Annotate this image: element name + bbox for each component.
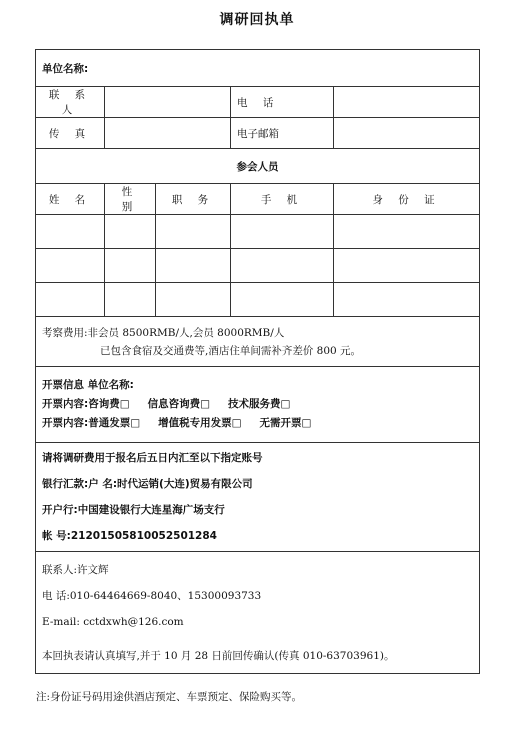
contact-person: 联系人:许文辉 xyxy=(42,563,109,576)
cell-mobile[interactable] xyxy=(231,283,334,317)
cell-gender[interactable] xyxy=(105,283,156,317)
fee-line-2: 已包含食宿及交通费等,酒店住单间需补齐差价 800 元。 xyxy=(100,344,362,357)
cell-id[interactable] xyxy=(334,249,480,283)
bank-remit: 银行汇款:户 名:时代运销(大连)贸易有限公司 xyxy=(42,478,253,490)
table-row xyxy=(36,249,480,283)
invoice-option[interactable]: 技术服务费□ xyxy=(228,398,291,410)
contact-email: E-mail: cctdxwh@126.com xyxy=(42,615,184,628)
cell-id[interactable] xyxy=(334,215,480,249)
col-name: 姓 名 xyxy=(36,184,105,215)
fax-input[interactable] xyxy=(105,118,231,149)
col-position: 职 务 xyxy=(156,184,231,215)
cell-mobile[interactable] xyxy=(231,215,334,249)
footnote: 注:身份证号码用途供酒店预定、车票预定、保险购买等。 xyxy=(36,691,303,703)
fee-line-1: 考察费用:非会员 8500RMB/人,会员 8000RMB/人 xyxy=(42,326,285,339)
invoice-option[interactable]: 无需开票□ xyxy=(259,417,312,429)
bank-info xyxy=(36,443,480,552)
unit-name-label: 单位名称: xyxy=(42,62,89,75)
bank-branch: 开户行:中国建设银行大连星海广场支行 xyxy=(42,504,225,516)
cell-name[interactable] xyxy=(36,215,105,249)
confirm-note: 本回执表请认真填写,并于 10 月 28 日前回传确认(传真 010-63703961)。 xyxy=(42,649,395,662)
fee-info xyxy=(36,317,480,367)
cell-name[interactable] xyxy=(36,283,105,317)
invoice-content-1: 开票内容:咨询费□ 信息咨询费□ 技术服务费□ xyxy=(42,398,291,410)
bank-account: 帐 号:21201505810052501284 xyxy=(42,530,217,542)
receipt-form xyxy=(35,49,480,674)
cell-mobile[interactable] xyxy=(231,249,334,283)
attendees-header: 参会人员 xyxy=(36,149,480,184)
col-id: 身 份 证 xyxy=(334,184,480,215)
cell-position[interactable] xyxy=(156,283,231,317)
contact-label: 联 系 人 xyxy=(36,87,105,118)
invoice-info xyxy=(36,367,480,443)
invoice-option[interactable]: 咨询费□ xyxy=(88,398,130,410)
unit-name-cell[interactable] xyxy=(36,50,480,87)
invoice-content-2: 开票内容:普通发票□ 增值税专用发票□ 无需开票□ xyxy=(42,417,312,429)
table-row xyxy=(36,215,480,249)
cell-id[interactable] xyxy=(334,283,480,317)
table-row xyxy=(36,283,480,317)
fax-label: 传 真 xyxy=(36,118,105,149)
invoice-option[interactable]: 增值税专用发票□ xyxy=(158,417,242,429)
contact-info xyxy=(36,552,480,674)
bank-notice: 请将调研费用于报名后五日内汇至以下指定账号 xyxy=(42,452,263,464)
email-label: 电子邮箱 xyxy=(231,118,334,149)
phone-label: 电 话 xyxy=(231,87,334,118)
col-mobile: 手 机 xyxy=(231,184,334,215)
invoice-option[interactable]: 信息咨询费□ xyxy=(147,398,211,410)
invoice-option[interactable]: 普通发票□ xyxy=(88,417,141,429)
contact-input[interactable] xyxy=(105,87,231,118)
col-gender: 性 别 xyxy=(105,184,156,215)
email-input[interactable] xyxy=(334,118,480,149)
cell-gender[interactable] xyxy=(105,215,156,249)
cell-position[interactable] xyxy=(156,249,231,283)
cell-gender[interactable] xyxy=(105,249,156,283)
contact-phone: 电 话:010-64464669-8040、15300093733 xyxy=(42,589,262,602)
page-title: 调研回执单 xyxy=(219,12,295,28)
phone-input[interactable] xyxy=(334,87,480,118)
cell-position[interactable] xyxy=(156,215,231,249)
cell-name[interactable] xyxy=(36,249,105,283)
invoice-title: 开票信息 单位名称: xyxy=(42,379,134,391)
